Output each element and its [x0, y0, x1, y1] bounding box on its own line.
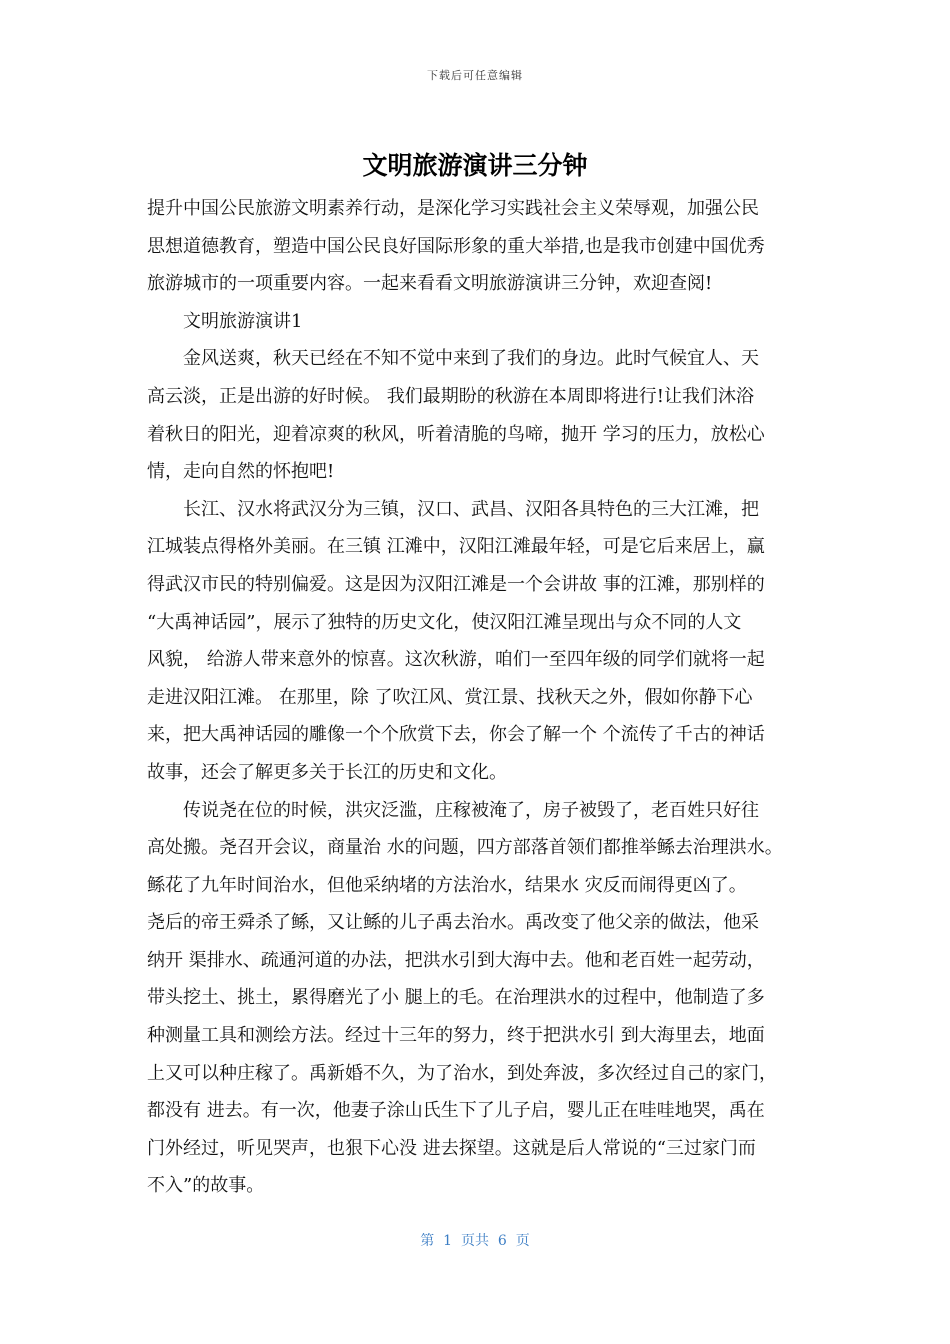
- download-note: 下载后可任意编辑: [427, 69, 523, 82]
- text-line: 来，把大禹神话园的雕像一个个欣赏下去，你会了解一个 个流传了千古的神话: [147, 724, 765, 746]
- text-line: 都没有 进去。有一次，他妻子涂山氏生下了儿子启，婴儿正在哇哇地哭，禹在: [147, 1100, 765, 1122]
- text-line: 长江、汉水将武汉分为三镇，汉口、武昌、汉阳各具特色的三大江滩，把: [147, 498, 759, 520]
- text-line: 高云淡，正是出游的好时候。 我们最期盼的秋游在本周即将进行!让我们沐浴: [147, 385, 754, 407]
- text-line: 走进汉阳江滩。 在那里，除 了吹江风、赏江景、找秋天之外，假如你静下心: [147, 686, 753, 708]
- text-line: 纳开 渠排水、疏通河道的办法，把洪水引到大海中去。他和老百姓一起劳动，: [147, 949, 765, 971]
- text-line: 门外经过，听见哭声，也狠下心没 进去探望。这就是后人常说的“三过家门而: [147, 1137, 756, 1159]
- text-line: 情，走向自然的怀抱吧!: [147, 461, 335, 483]
- text-line: 带头挖土、挑土，累得磨光了小 腿上的毛。在治理洪水的过程中，他制造了多: [147, 987, 765, 1009]
- text-line: 得武汉市民的特别偏爱。这是因为汉阳江滩是一个会讲故 事的江滩，那别样的: [147, 573, 765, 595]
- text-line: 江城装点得格外美丽。在三镇 江滩中，汉阳江滩最年轻，可是它后来居上，赢: [147, 536, 765, 558]
- text-line: 鲧花了九年时间治水，但他采纳堵的方法治水，结果水 灾反而闹得更凶了。: [147, 874, 747, 896]
- section-heading: 文明旅游演讲1: [147, 310, 303, 332]
- document-body: [147, 190, 827, 1205]
- text-line: 尧后的帝王舜杀了鲧，又让鲧的儿子禹去治水。禹改变了他父亲的做法，他采: [147, 912, 759, 934]
- page-number: 第 1 页共 6 页: [420, 1233, 530, 1249]
- text-line: 上又可以种庄稼了。禹新婚不久，为了治水，到处奔波，多次经过自己的家门，: [147, 1062, 777, 1084]
- text-line: 传说尧在位的时候，洪灾泛滥，庄稼被淹了，房子被毁了，老百姓只好往: [147, 799, 759, 821]
- text-line: 着秋日的阳光，迎着凉爽的秋风，听着清脆的鸟啼，抛开 学习的压力，放松心: [147, 423, 765, 445]
- text-line: “大禹神话园”，展示了独特的历史文化，使汉阳江滩呈现出与众不同的人文: [147, 611, 742, 633]
- text-line: 高处搬。尧召开会议，商量治 水的问题，四方部落首领们都推举鲧去治理洪水。: [147, 837, 783, 859]
- text-line: 不入”的故事。: [147, 1175, 265, 1197]
- text-line: 风貌， 给游人带来意外的惊喜。这次秋游，咱们一至四年级的同学们就将一起: [147, 649, 765, 671]
- document-title: 文明旅游演讲三分钟: [362, 151, 588, 180]
- text-line: 种测量工具和测绘方法。经过十三年的努力，终于把洪水引 到大海里去，地面: [147, 1025, 765, 1047]
- text-line: 提升中国公民旅游文明素养行动，是深化学习实践社会主义荣辱观，加强公民: [147, 198, 759, 219]
- text-line: 旅游城市的一项重要内容。一起来看看文明旅游演讲三分钟，欢迎查阅!: [147, 273, 713, 295]
- text-line: 金风送爽，秋天已经在不知不觉中来到了我们的身边。此时气候宜人、天: [147, 348, 759, 370]
- text-line: 思想道德教育，塑造中国公民良好国际形象的重大举措,也是我市创建中国优秀: [147, 235, 765, 257]
- text-line: 故事，还会了解更多关于长江的历史和文化。: [147, 761, 507, 783]
